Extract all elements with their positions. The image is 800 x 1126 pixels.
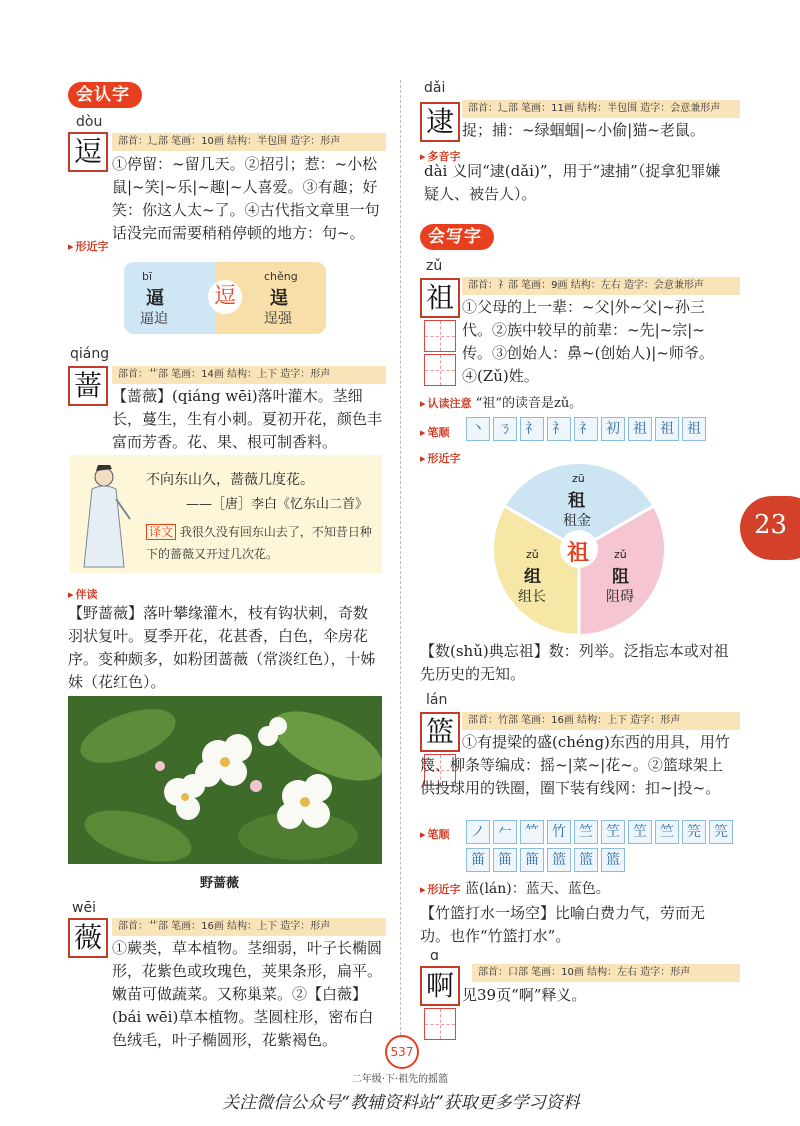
wheel-right-char: 阻	[612, 567, 629, 587]
stroke-step: 祖	[628, 417, 652, 441]
tag-similar-lan: ▸ 形近字	[420, 883, 461, 896]
stroke-step: 篮	[547, 848, 571, 872]
stroke-step: 祖	[655, 417, 679, 441]
translation-label: 译文	[146, 524, 176, 540]
char-dai: 逮	[420, 102, 460, 142]
tag-companion: ▸ 伴读	[68, 586, 98, 602]
stroke-step: 篮	[574, 848, 598, 872]
reading-note-row	[420, 392, 582, 411]
wheel-left-word: 组长	[518, 589, 546, 605]
char-lan: 篮	[420, 712, 460, 752]
sim-right-word: 逞强	[264, 311, 292, 327]
stroke-step: 丶	[466, 417, 490, 441]
wheel-top-char: 租	[568, 491, 585, 511]
stroke-step: 笁	[628, 820, 652, 844]
pinyin-lan: lán	[426, 692, 448, 708]
stroke-step: 礻	[547, 417, 571, 441]
stroke-step: ノ	[466, 820, 490, 844]
multi-reading-text: dài 义同“逮(dǎi)”，用于“逮捕”（捉拿犯罪嫌疑人、被告人）。	[424, 162, 721, 203]
tag-stroke-zu: ▸ 笔顺	[420, 424, 450, 440]
definition-wei: ①蕨类，草本植物。茎细弱，叶子长椭圆形，花紫色或玫瑰色，荚果条形，扁平。嫩苗可做蔬菜。又称巢菜。②【白薇】(bái wēi)草本植物。茎圆柱形，密布白色绒毛，叶子椭圆形，花紫褐色。	[112, 939, 383, 1049]
idiom-zu: 【数(shǔ)典忘祖】数：列举。泛指忘本或对祖先历史的无知。	[420, 642, 729, 683]
definition-lan: ①有提梁的盛(chéng)东西的用具，用竹篾、柳条等编成：摇~|菜~|花~。②篮球架上供投球用的铁圈，圈下装有线网：扣~|投~。	[420, 733, 730, 797]
pinyin-dou: dòu	[76, 114, 103, 130]
wheel-left-pinyin: zǔ	[526, 548, 539, 561]
sim-center-char: 逗	[208, 280, 242, 314]
definition-zu: ①父母的上一辈：~父|外~父|~孙三代。②族中较早的前辈：~先|~宗|~传。③创始人：鼻~(创始人)|~师爷。④(Zǔ)姓。	[462, 298, 714, 385]
poem-box	[70, 455, 382, 573]
footer-slogan: 关注微信公众号“教辅资料站”获取更多学习资料	[222, 1093, 580, 1113]
info-bar-dai: 部首：辶部 笔画：11画 结构：半包围 造字：会意兼形声	[462, 100, 740, 118]
sim-right-pinyin: chěng	[264, 270, 298, 283]
stroke-step: 筁	[466, 848, 490, 872]
practice-grid-zu-1	[424, 320, 456, 352]
practice-grid-a	[424, 1008, 456, 1040]
section-write-title: 会写字	[420, 224, 494, 250]
pinyin-qiang: qiáng	[70, 346, 110, 362]
pinyin-dai: dǎi	[424, 80, 446, 96]
wheel-top-pinyin: zū	[572, 472, 585, 485]
stroke-step: 竺	[574, 820, 598, 844]
photo-caption: 野蔷薇	[200, 876, 240, 891]
poem-line2: ——［唐］李白《忆东山二首》	[186, 497, 369, 512]
stroke-step: 筁	[520, 848, 544, 872]
tag-multi-reading: ▸ 多音字	[420, 148, 461, 164]
wheel-top-word: 租金	[563, 513, 591, 529]
similar-chars-card	[124, 262, 326, 334]
idiom-lan: 【竹篮打水一场空】比喻白费力气，劳而无功。也作“竹篮打水”。	[420, 904, 706, 945]
translation-text: 我很久没有回东山去了，不知昔日种下的蔷薇又开过几次花。	[146, 525, 372, 561]
similar-row-lan	[420, 878, 610, 898]
sim-left-char: 逼	[146, 288, 164, 309]
char-a: 啊	[420, 966, 460, 1006]
char-qiang: 蔷	[68, 366, 108, 406]
definition-dou: ①停留：~留几天。②招引；惹：~小松鼠|~笑|~乐|~趣|~人喜爱。③有趣；好笑：你这人太~了。④古代指文章里一句话没完而需要稍稍停顿的地方：句~。	[112, 155, 380, 242]
info-bar-a: 部首：口部 笔画：10画 结构：左右 造字：形声	[472, 964, 740, 982]
stroke-step: 笎	[709, 820, 733, 844]
pinyin-wei: wēi	[72, 900, 96, 916]
info-bar-lan: 部首：竹部 笔画：16画 结构：上下 造字：形声	[462, 712, 740, 730]
poem-line1: 不向东山久，蔷薇几度花。	[146, 472, 314, 488]
definition-a: 见39页“啊”释义。	[462, 986, 587, 1004]
practice-grid-zu-2	[424, 354, 456, 386]
info-bar-dou: 部首：辶部 笔画：10画 结构：半包围 造字：形声	[112, 133, 386, 151]
wheel-right-word: 阻碍	[606, 589, 634, 605]
column-divider	[400, 80, 401, 1040]
definition-dai: 捉；捕：~绿蝈蝈|~小偷|猫~老鼠。	[462, 121, 705, 139]
stroke-step: 礻	[520, 417, 544, 441]
stroke-step: 𠂉	[493, 820, 517, 844]
char-wei: 薇	[68, 918, 108, 958]
poet-illustration	[74, 459, 134, 571]
stroke-step: 竹	[547, 820, 571, 844]
tag-reading-note: ▸ 认读注意	[420, 397, 472, 410]
stroke-step: 筁	[493, 848, 517, 872]
tag-similar-zu: ▸ 形近字	[420, 450, 461, 466]
sim-left-word: 逼迫	[140, 311, 168, 327]
reading-note-text: “祖”的读音是zǔ。	[475, 396, 583, 411]
chapter-number: 23	[754, 510, 788, 540]
page-number: 537	[385, 1035, 419, 1069]
stroke-step: 𥫗	[520, 820, 544, 844]
stroke-step: 初	[601, 417, 625, 441]
stroke-step: ㄋ	[493, 417, 517, 441]
chapter-side-tab	[740, 496, 800, 560]
stroke-step: 笎	[682, 820, 706, 844]
wheel-right-pinyin: zǔ	[614, 548, 627, 561]
stroke-step: 竺	[655, 820, 679, 844]
stroke-step: 笁	[601, 820, 625, 844]
definition-qiang: 【蔷薇】(qiáng wēi)落叶灌木。茎细长，蔓生，生有小刺。夏初开花，颜色丰富而芳香。花、果、根可制香料。	[112, 387, 383, 451]
tag-stroke-lan: ▸ 笔顺	[420, 826, 450, 842]
wheel-left-char: 组	[524, 567, 541, 587]
similar-text-lan: 蓝(lán)：蓝天、蓝色。	[464, 881, 610, 897]
section-recognize-title: 会认字	[68, 82, 142, 108]
pinyin-zu: zǔ	[426, 258, 443, 274]
stroke-step: 篮	[601, 848, 625, 872]
char-zu: 祖	[420, 278, 460, 318]
companion-text: 【野蔷薇】落叶攀缘灌木，枝有钩状刺，奇数羽状复叶。夏季开花，花甚香，白色，伞房花序。变种颇多，如粉团蔷薇（常淡红色），十姊妹（花红色）。	[68, 604, 376, 691]
char-dou: 逗	[68, 132, 108, 172]
stroke-step: 祖	[682, 417, 706, 441]
info-bar-wei: 部首：艹部 笔画：16画 结构：上下 造字：形声	[112, 918, 386, 936]
info-bar-zu: 部首：礻部 笔画：9画 结构：左右 造字：会意兼形声	[462, 277, 740, 295]
pinyin-a: ɑ	[430, 948, 439, 964]
poem-translation	[146, 521, 374, 565]
wild-rose-photo	[68, 696, 382, 864]
tag-similar-dou: ▸ 形近字	[68, 238, 109, 254]
sim-right-char: 逞	[270, 288, 288, 309]
book-info: 二年级·下·祖先的摇篮	[351, 1074, 449, 1085]
wheel-center-char: 祖	[567, 541, 590, 566]
stroke-step: 礻	[574, 417, 598, 441]
sim-left-pinyin: bī	[142, 270, 153, 283]
info-bar-qiang: 部首：艹部 笔画：14画 结构：上下 造字：形声	[112, 366, 386, 384]
